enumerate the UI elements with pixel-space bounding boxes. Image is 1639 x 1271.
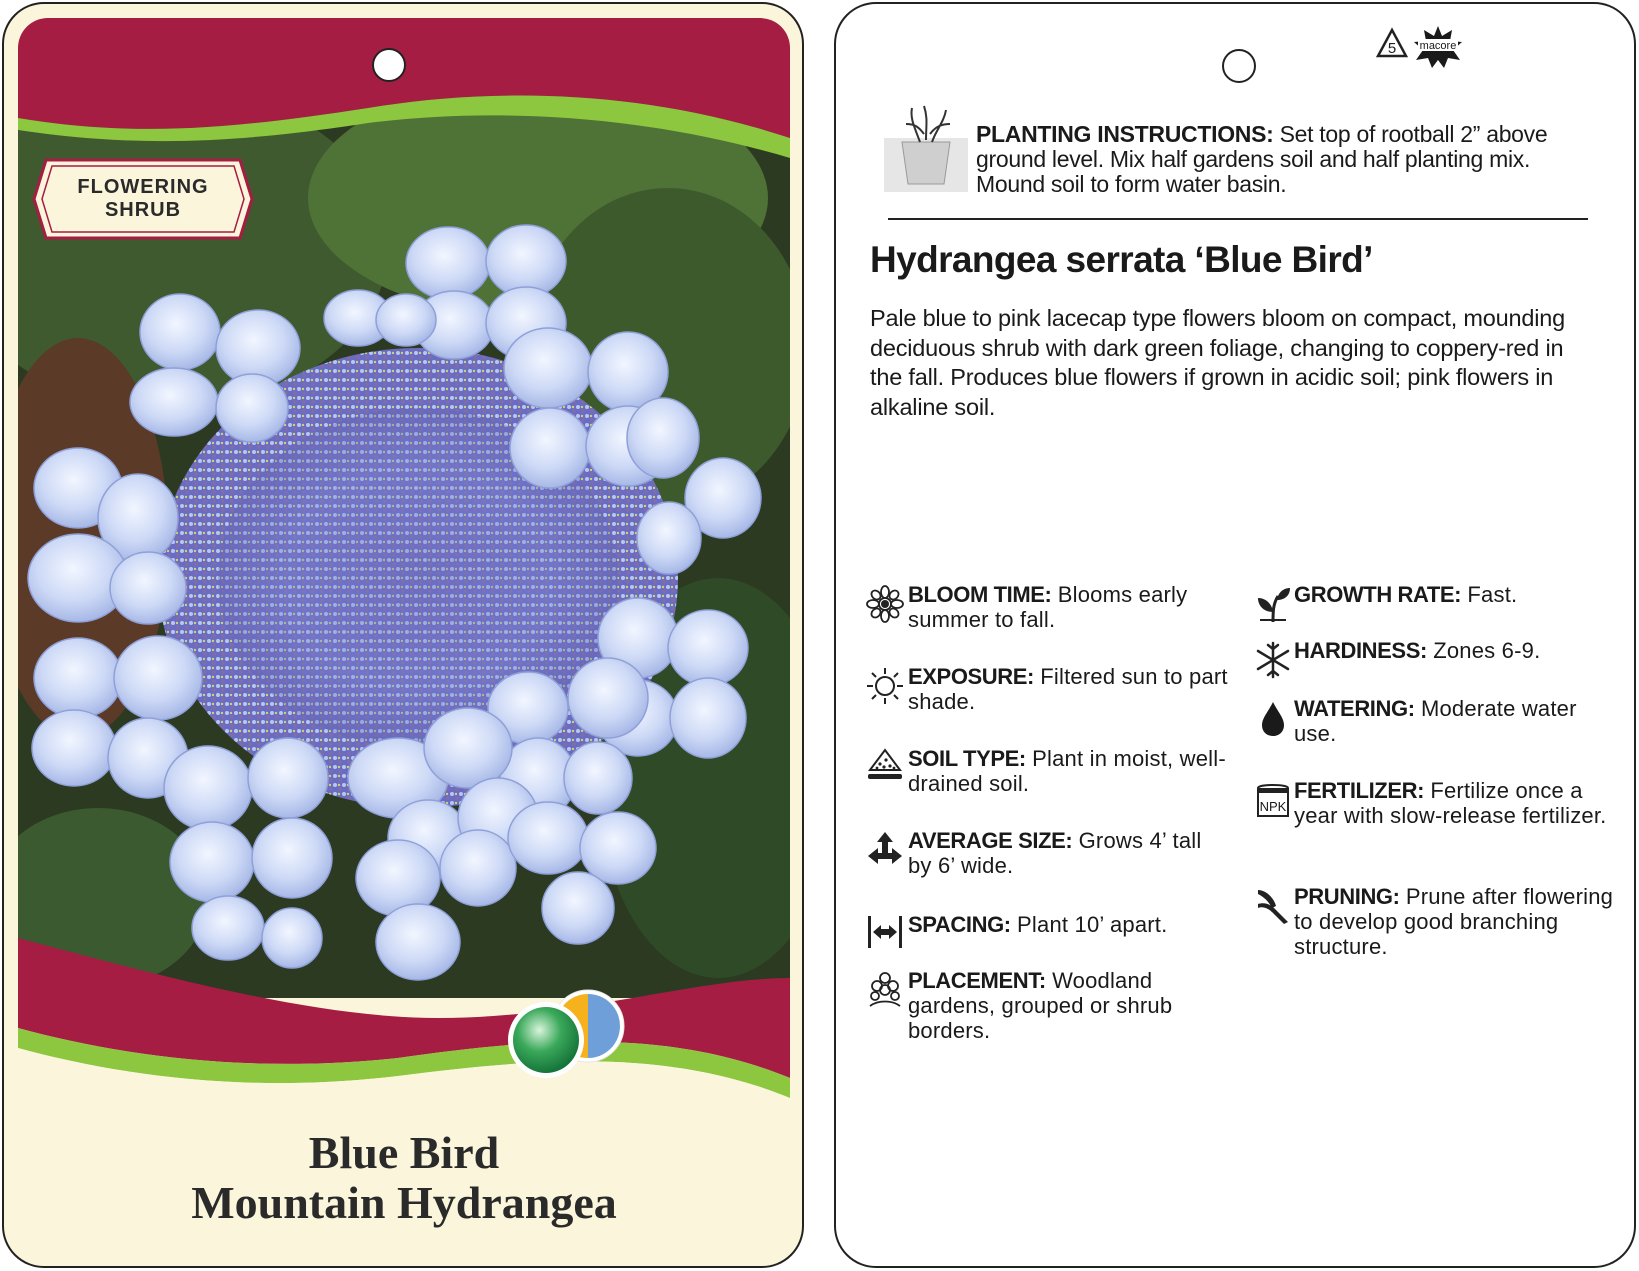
attribute-text: Woodland gardens, grouped or shrub borders. xyxy=(908,968,1173,1043)
front-tag xyxy=(2,2,804,1268)
attribute-text: Moderate water use. xyxy=(1294,696,1577,746)
attribute-label: SPACING: xyxy=(908,912,1011,937)
spacing-arrows-icon xyxy=(866,912,904,952)
pruners-icon xyxy=(1254,886,1292,926)
attribute-text: Fast. xyxy=(1461,582,1518,607)
green-circle-icon xyxy=(508,1002,584,1078)
recycle-number: 5 xyxy=(1387,40,1397,57)
planting-label: PLANTING INSTRUCTIONS: xyxy=(976,121,1274,147)
attribute-placement xyxy=(908,968,1238,1043)
attribute-spacing xyxy=(908,912,1228,937)
soil-icon xyxy=(866,746,904,786)
attribute-text: Fertilize once a year with slow-release fertilizer. xyxy=(1294,778,1607,828)
attribute-pruning xyxy=(1294,884,1614,959)
attribute-label: SOIL TYPE: xyxy=(908,746,1026,771)
attribute-text: Plant in moist, well-drained soil. xyxy=(908,746,1226,796)
front-tag-inner xyxy=(18,18,790,1258)
attribute-text: Blooms early summer to fall. xyxy=(908,582,1188,632)
planting-pot-icon xyxy=(884,104,972,198)
attribute-label: AVERAGE SIZE: xyxy=(908,828,1073,853)
back-tag xyxy=(834,2,1636,1268)
attribute-text: Prune after flowering to develop good branching structure. xyxy=(1294,884,1614,959)
attribute-label: GROWTH RATE: xyxy=(1294,582,1462,607)
botanical-name: Hydrangea serrata ‘Blue Bird’ xyxy=(870,239,1373,280)
npk-icon xyxy=(1254,780,1292,820)
hang-hole xyxy=(1222,49,1256,83)
attribute-text: Grows 4’ tall by 6’ wide. xyxy=(908,828,1202,878)
attribute-label: EXPOSURE: xyxy=(908,664,1034,689)
attribute-text: Filtered sun to part shade. xyxy=(908,664,1228,714)
category-line-1: FLOWERING xyxy=(77,176,209,198)
common-name xyxy=(18,1128,790,1228)
sprout-icon xyxy=(1254,584,1292,624)
attribute-label: FERTILIZER: xyxy=(1294,778,1425,803)
npk-label: NPK xyxy=(1259,799,1287,814)
attribute-label: PLACEMENT: xyxy=(908,968,1046,993)
attribute-label: HARDINESS: xyxy=(1294,638,1427,663)
placement-icon xyxy=(866,970,904,1010)
attribute-average-size xyxy=(908,828,1228,878)
water-drop-icon xyxy=(1254,698,1292,738)
common-name-line-2: Mountain Hydrangea xyxy=(191,1177,617,1228)
plant-description: Pale blue to pink lacecap type flowers bloom on compact, mounding deciduous shrub with dark green foliage, changing to coppery-red in the fall. Produces blue flowers if grown in acidic soil; pink flowers in alkaline soil. xyxy=(870,305,1566,420)
brand-mark: macore xyxy=(1419,40,1457,52)
sun-icon xyxy=(866,666,904,706)
attribute-soil-type xyxy=(908,746,1228,796)
attribute-growth-rate xyxy=(1294,582,1614,607)
attribute-label: WATERING: xyxy=(1294,696,1415,721)
attribute-fertilizer xyxy=(1294,778,1614,828)
attribute-label: PRUNING: xyxy=(1294,884,1400,909)
attribute-label: BLOOM TIME: xyxy=(908,582,1052,607)
badge-text xyxy=(32,158,254,240)
attribute-hardiness xyxy=(1294,638,1614,663)
category-badge xyxy=(32,158,254,240)
attribute-bloom-time xyxy=(908,582,1228,632)
attribute-watering xyxy=(1294,696,1614,746)
planting-text: Set top of rootball 2” above ground level. Mix half gardens soil and half planting mix. Mound soil to form water basin. xyxy=(976,121,1548,197)
planting-instructions xyxy=(976,122,1596,197)
divider xyxy=(888,218,1588,220)
snowflake-icon xyxy=(1254,640,1292,680)
size-arrows-icon xyxy=(866,830,904,870)
attribute-exposure xyxy=(908,664,1228,714)
attribute-text: Zones 6-9. xyxy=(1426,638,1541,663)
category-line-2: SHRUB xyxy=(104,199,182,221)
sun-exposure-badges xyxy=(504,986,644,1082)
attribute-text: Plant 10’ apart. xyxy=(1010,912,1168,937)
flower-icon xyxy=(866,584,904,624)
recycle-5-icon xyxy=(1374,24,1470,68)
hang-hole xyxy=(372,48,406,82)
common-name-line-1: Blue Bird xyxy=(308,1127,500,1178)
